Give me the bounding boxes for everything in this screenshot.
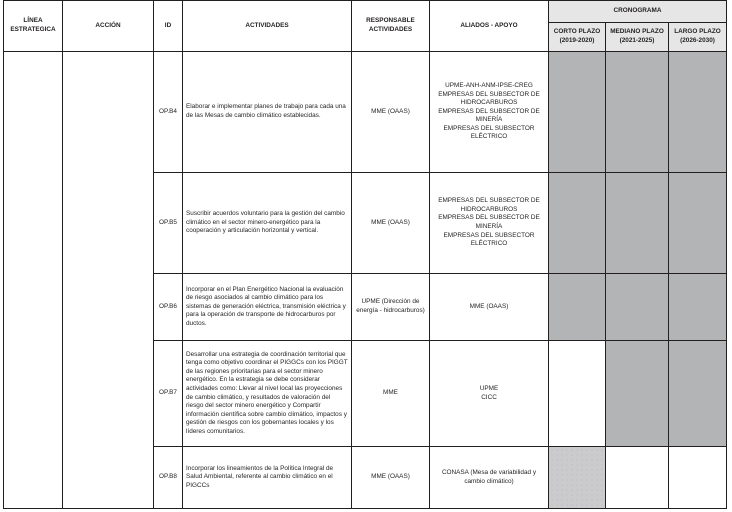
largo-plazo-cell bbox=[669, 52, 727, 173]
mediano-plazo-cell bbox=[606, 274, 669, 341]
header-aliados: ALIADOS - APOYO bbox=[430, 1, 549, 52]
corto-plazo-cell bbox=[549, 447, 606, 509]
aliados-cell: UPME CICC bbox=[430, 341, 549, 447]
responsable-cell: MME (OAAS) bbox=[352, 447, 430, 509]
responsable-cell: MME bbox=[352, 341, 430, 447]
id-cell: OP.B5 bbox=[154, 173, 183, 274]
actividad-cell: Incorporar los lineamientos de la Política Integral de Salud Ambiental, referente al cambio climático en el PIGCCs bbox=[183, 447, 352, 509]
accion-cell bbox=[63, 52, 154, 509]
responsable-cell: MME (OAAS) bbox=[352, 173, 430, 274]
header-accion: ACCIÓN bbox=[63, 1, 154, 52]
corto-plazo-cell bbox=[549, 173, 606, 274]
actividad-cell: Incorporar en el Plan Energético Nacional la evaluación de riesgo asociados al cambio climático para los sistemas de generación eléctrica, transmisión eléctrica y para la operación de transporte de hidrocarburos por ductos. bbox=[183, 274, 352, 341]
aliados-cell: UPME-ANH-ANM-IPSE-CREG EMPRESAS DEL SUBSECTOR DE HIDROCARBUROS EMPRESAS DEL SUBSECTOR DE MINERÍA EMPRESAS DEL SUBSECTOR ELÉCTRICO bbox=[430, 52, 549, 173]
header-id: ID bbox=[154, 1, 183, 52]
aliados-cell: CONASA (Mesa de variabilidad y cambio climático) bbox=[430, 447, 549, 509]
header-mediano-plazo: MEDIANO PLAZO (2021-2025) bbox=[606, 23, 669, 52]
mediano-plazo-cell bbox=[606, 52, 669, 173]
largo-plazo-cell bbox=[669, 173, 727, 274]
responsable-cell: MME (OAAS) bbox=[352, 52, 430, 173]
largo-plazo-cell bbox=[669, 341, 727, 447]
corto-plazo-cell bbox=[549, 52, 606, 173]
aliados-cell: MME (OAAS) bbox=[430, 274, 549, 341]
header-actividades: ACTIVIDADES bbox=[183, 1, 352, 52]
linea-estrategica-cell bbox=[4, 52, 63, 509]
header-linea-estrategica: LÍNEA ESTRATEGICA bbox=[4, 1, 63, 52]
id-cell: OP.B8 bbox=[154, 447, 183, 509]
mediano-plazo-cell bbox=[606, 447, 669, 509]
aliados-cell: EMPRESAS DEL SUBSECTOR DE HIDROCARBUROS EMPRESAS DEL SUBSECTOR DE MINERÍA EMPRESAS DEL SUBSECTOR ELÉCTRICO bbox=[430, 173, 549, 274]
largo-plazo-cell bbox=[669, 274, 727, 341]
actividad-cell: Desarrollar una estrategia de coordinación territorial que tenga como objetivo coordinar el PIGGCs con los PIGGT de las regiones prioritarias para el sector minero energético. En la estrategia se debe considerar actividades como: Llevar al nivel local las proyecciones de cambio climático, y resultados de valoración del riesgo del sector minero energético y Compartir información científica sobre cambio climático, impactos y gestión de riesgos con los gobernantes locales y los líderes comunitarios. bbox=[183, 341, 352, 447]
actividad-cell: Elaborar e implementar planes de trabajo para cada una de las Mesas de cambio climático establecidas. bbox=[183, 52, 352, 173]
responsable-cell: UPME (Dirección de energía - hidrocarburos) bbox=[352, 274, 430, 341]
table-row bbox=[4, 52, 727, 173]
mediano-plazo-cell bbox=[606, 173, 669, 274]
header-row bbox=[4, 1, 727, 23]
action-plan-table bbox=[3, 0, 727, 509]
header-largo-plazo: LARGO PLAZO (2026-2030) bbox=[669, 23, 727, 52]
header-corto-plazo: CORTO PLAZO (2019-2020) bbox=[549, 23, 606, 52]
header-responsable: RESPONSABLE ACTIVIDADES bbox=[352, 1, 430, 52]
id-cell: OP.B4 bbox=[154, 52, 183, 173]
id-cell: OP.B7 bbox=[154, 341, 183, 447]
mediano-plazo-cell bbox=[606, 341, 669, 447]
header-cronograma: CRONOGRAMA bbox=[549, 1, 727, 23]
corto-plazo-cell bbox=[549, 274, 606, 341]
largo-plazo-cell bbox=[669, 447, 727, 509]
id-cell: OP.B6 bbox=[154, 274, 183, 341]
corto-plazo-cell bbox=[549, 341, 606, 447]
actividad-cell: Suscribir acuerdos voluntario para la gestión del cambio climático en el sector minero-energético para la cooperación y articulación horizontal y vertical. bbox=[183, 173, 352, 274]
